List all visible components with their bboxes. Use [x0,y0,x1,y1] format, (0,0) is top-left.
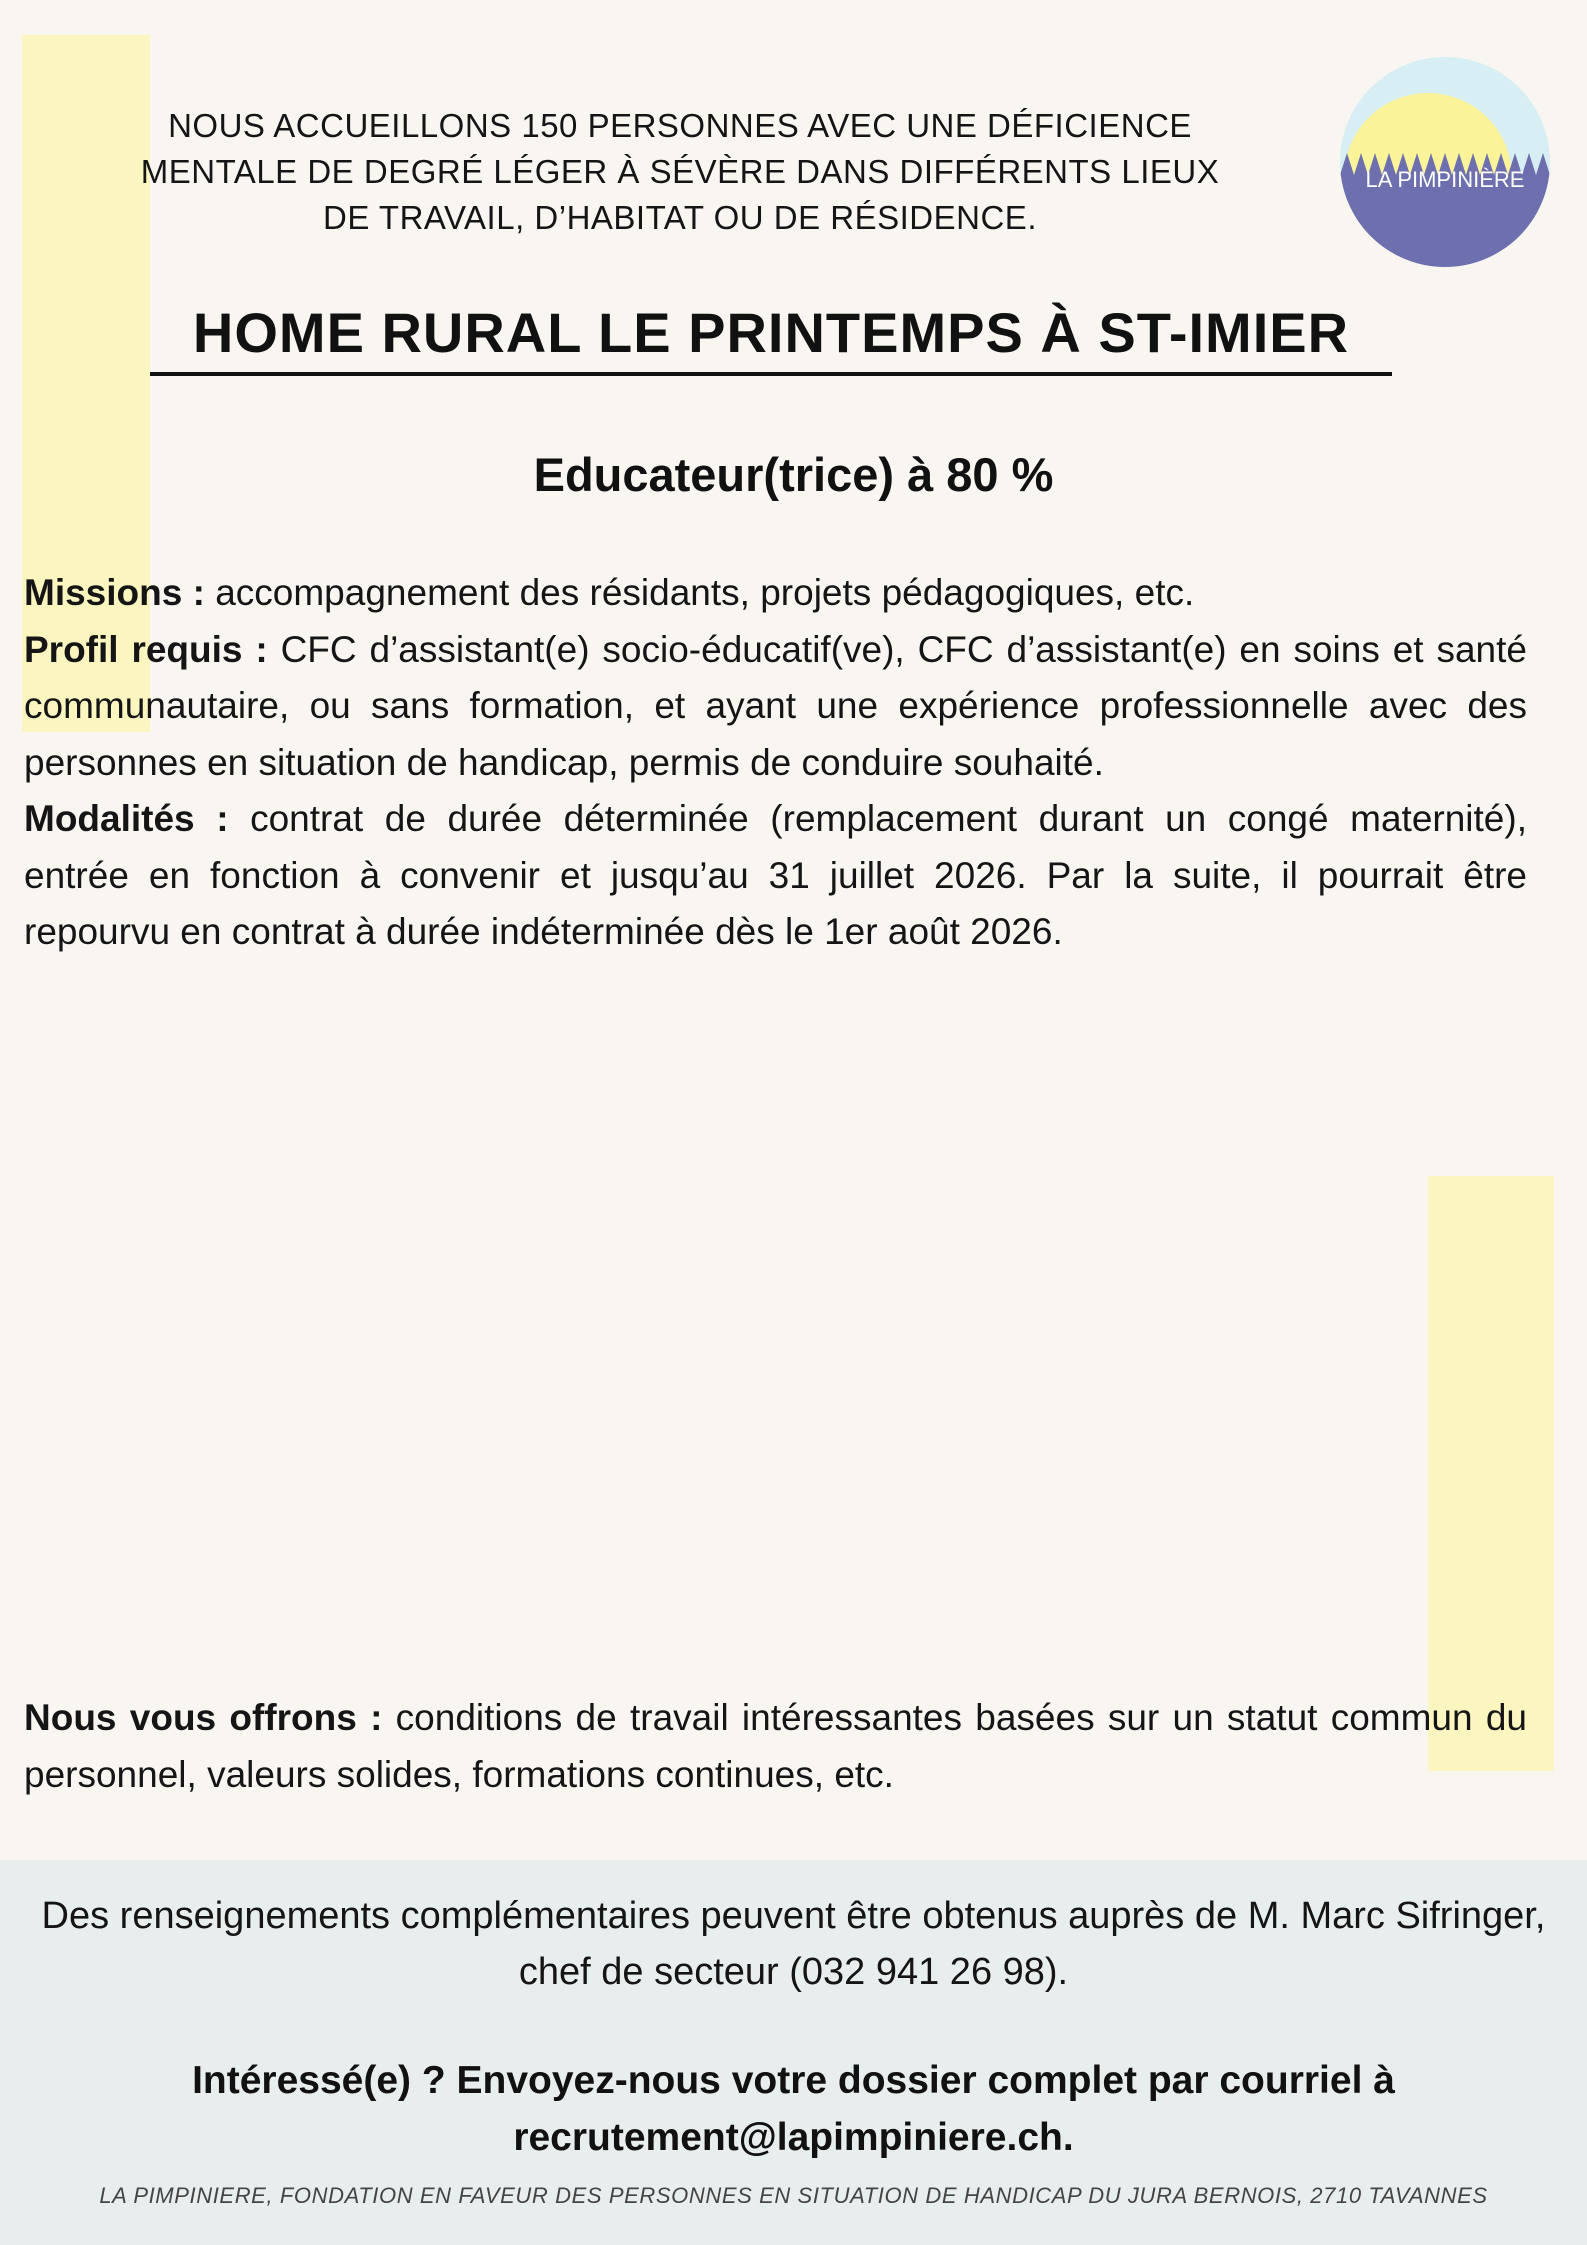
offer-paragraph [24,1690,1527,1803]
modalites-label: Modalités : [24,798,229,839]
job-title: Educateur(trice) à 80 % [533,448,1054,501]
intro-line: MENTALE DE DEGRÉ LÉGER À SÉVÈRE DANS DIFFÉRENTS LIEUX [140,153,1220,190]
profil-paragraph [24,622,1527,792]
profil-label: Profil requis : [24,628,268,670]
page-title: HOME RURAL LE PRINTEMPS À ST-IMIER [150,298,1392,376]
missions-label: Missions : [24,572,205,613]
offer-section [24,1690,1527,1803]
email-link[interactable]: recrutement@lapimpiniere.ch. [513,2116,1074,2159]
la-pimpiniere-logo [1340,57,1550,267]
cta-line: Intéressé(e) ? Envoyez-nous votre dossier complet par courriel à [192,2059,1395,2102]
modalites-paragraph [24,791,1527,961]
logo-text: LA PIMPINIÈRE [1365,167,1525,192]
intro-line: NOUS ACCUEILLONS 150 PERSONNES AVEC UNE DÉFICIENCE [168,107,1192,144]
contact-info: Des renseignements complémentaires peuvent être obtenus auprès de M. Marc Sifringer, chef de secteur (032 941 26 98). [41,1895,1546,1993]
intro-line: DE TRAVAIL, D’HABITAT OU DE RÉSIDENCE. [323,199,1037,236]
decorative-yellow-bar-right [1428,1176,1554,1771]
contact-footer [0,1860,1587,2245]
intro-statement [50,103,1310,241]
profil-text: CFC d’assistant(e) socio-éducatif(ve), CFC d’assistant(e) en soins et santé communautaire, ou sans formation, et ayant une expérience professionnelle avec des personnes en situation de handicap, permis de conduire souhaité. [24,628,1527,783]
missions-text: accompagnement des résidants, projets pédagogiques, etc. [204,572,1195,613]
job-description [24,565,1527,961]
offer-text: conditions de travail intéressantes basées sur un statut commun du personnel, valeurs solides, formations continues, etc. [24,1697,1527,1795]
legal-footer: LA PIMPINIERE, FONDATION EN FAVEUR DES PERSONNES EN SITUATION DE HANDICAP DU JURA BERNOIS, 2710 TAVANNES [99,2183,1488,2208]
missions-paragraph [24,565,1527,622]
modalites-text: contrat de durée déterminée (remplacement durant un congé maternité), entrée en fonction à convenir et jusqu’au 31 juillet 2026. Par la suite, il pourrait être repourvu en contrat à durée indéterminée dès le 1er août 2026. [24,798,1527,952]
offer-label: Nous vous offrons : [24,1697,383,1738]
application-call-to-action [20,2052,1567,2166]
